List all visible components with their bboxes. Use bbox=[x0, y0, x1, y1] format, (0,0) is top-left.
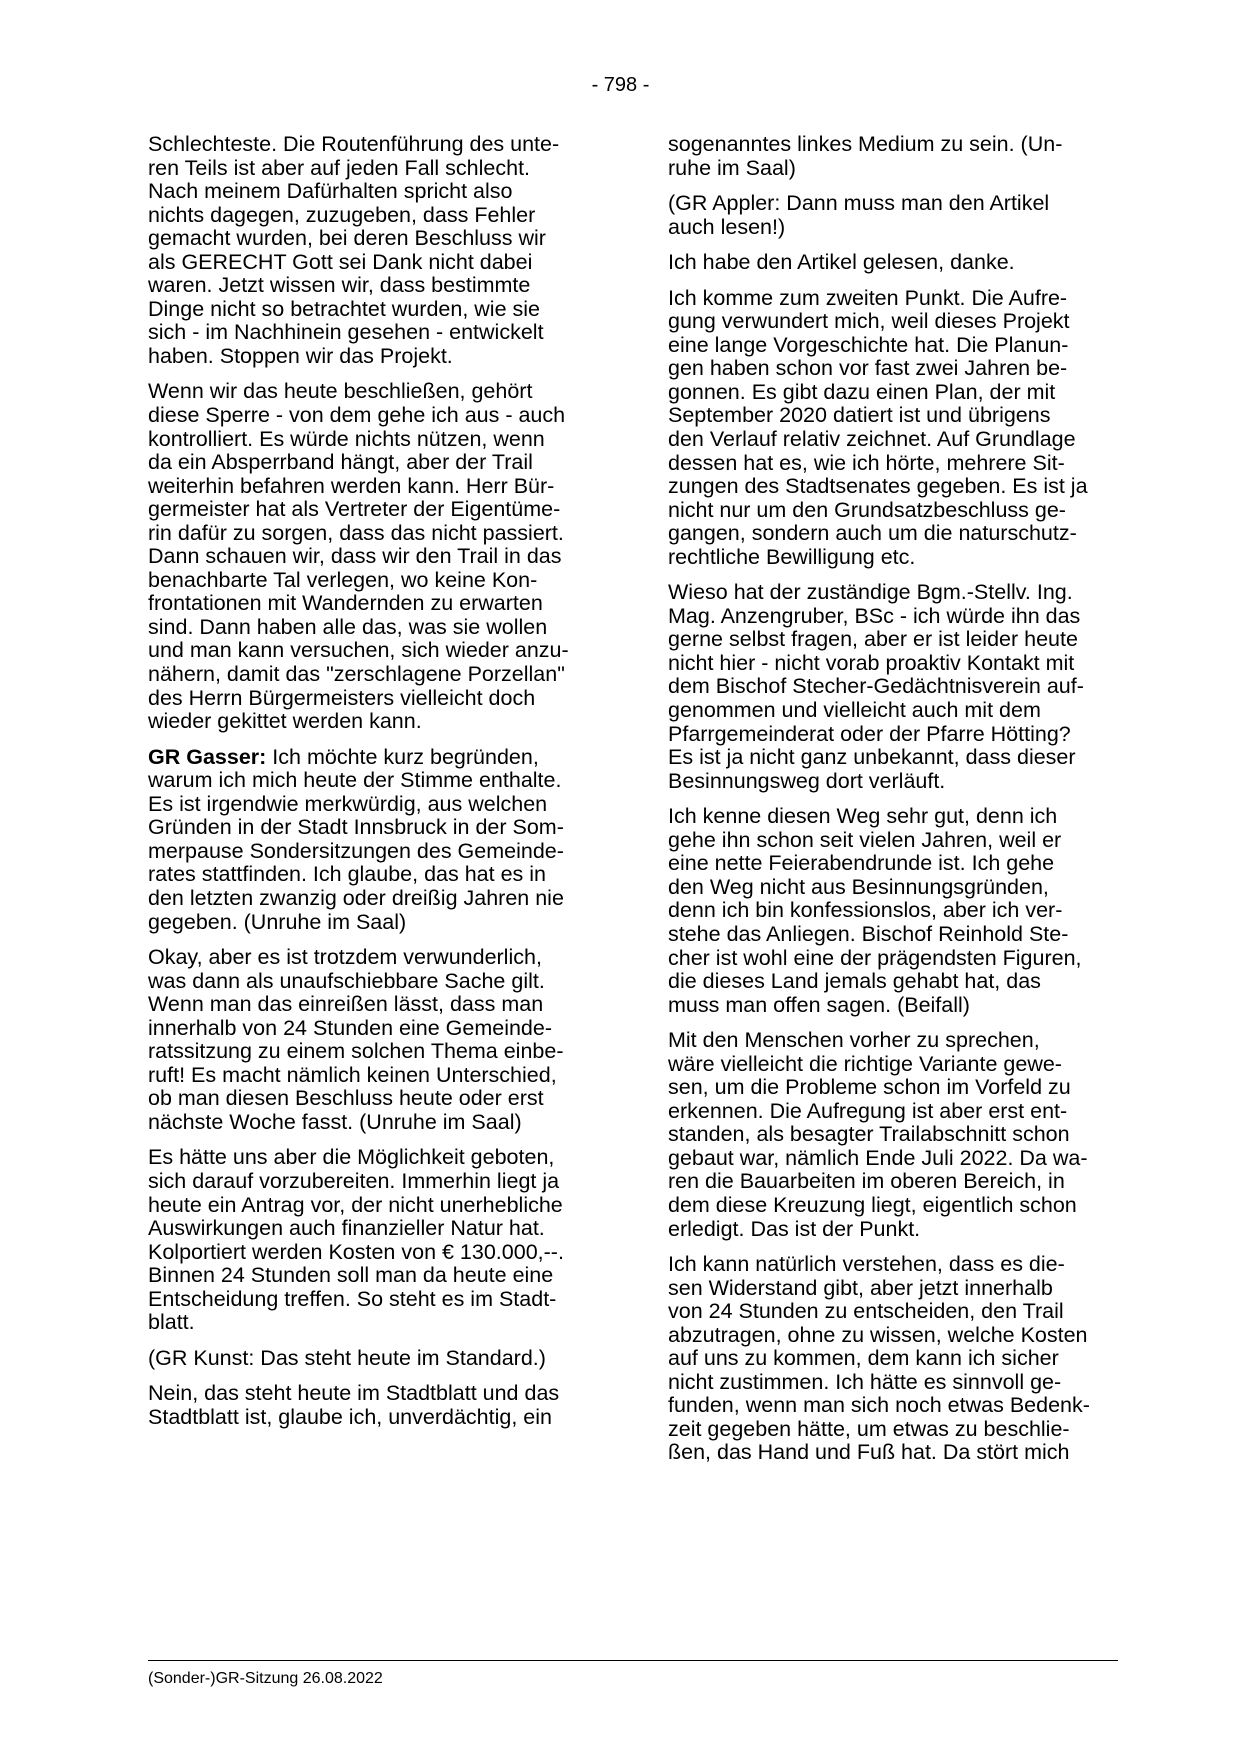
paragraph bbox=[668, 805, 1130, 1017]
text-line: dessen hat es, wie ich hörte, mehrere Sit- bbox=[668, 450, 1065, 475]
text-line: Stadtblatt ist, glaube ich, unverdächtig, ein bbox=[148, 1404, 552, 1429]
text-line: denn ich bin konfessionslos, aber ich ver- bbox=[668, 898, 1063, 923]
text-line: Wenn man das einreißen lässt, dass man bbox=[148, 992, 544, 1017]
text-line: cher ist wohl eine der prägendsten Figuren, bbox=[668, 945, 1082, 970]
text-line: funden, wenn man sich noch etwas Bedenk- bbox=[668, 1393, 1090, 1418]
text-line-content: Ich möchte kurz begründen, bbox=[272, 744, 539, 769]
text-line: abzutragen, ohne zu wissen, welche Kosten bbox=[668, 1322, 1088, 1347]
text-line: da ein Absperrband hängt, aber der Trail bbox=[148, 450, 533, 475]
text-line: (GR Kunst: Das steht heute im Standard.) bbox=[148, 1345, 546, 1370]
text-line: sen Widerstand gibt, aber jetzt innerhalb bbox=[668, 1275, 1053, 1300]
text-line: September 2020 datiert ist und übrigens bbox=[668, 403, 1051, 428]
text-line: wäre vielleicht die richtige Variante gewe- bbox=[668, 1051, 1062, 1076]
text-line: ob man diesen Beschluss heute oder erst bbox=[148, 1086, 544, 1111]
text-line: gehe ihn schon seit vielen Jahren, weil er bbox=[668, 827, 1062, 852]
text-line: Ich kenne diesen Weg sehr gut, denn ich bbox=[668, 804, 1058, 829]
text-line: ren Teils ist aber auf jeden Fall schlecht. bbox=[148, 155, 531, 180]
text-line: zeit gegeben hätte, um etwas zu beschlie- bbox=[668, 1416, 1070, 1441]
text-line: dem diese Kreuzung liegt, eigentlich schon bbox=[668, 1192, 1077, 1217]
text-line: Es hätte uns aber die Möglichkeit geboten, bbox=[148, 1145, 555, 1170]
text-line: Auswirkungen auch finanzieller Natur hat. bbox=[148, 1216, 545, 1241]
text-line: Ich komme zum zweiten Punkt. Die Aufre- bbox=[668, 285, 1068, 310]
text-line: gerne selbst fragen, aber er ist leider heute bbox=[668, 627, 1078, 652]
paragraph bbox=[148, 133, 610, 368]
text-line: nächste Woche fasst. (Unruhe im Saal) bbox=[148, 1109, 522, 1134]
text-line: sind. Dann haben alle das, was sie wollen bbox=[148, 614, 548, 639]
text-line: Wieso hat der zuständige Bgm.-Stellv. Ing. bbox=[668, 580, 1073, 605]
paragraph bbox=[148, 1347, 610, 1371]
text-line: den Weg nicht aus Besinnungsgründen, bbox=[668, 874, 1049, 899]
right-text-column bbox=[668, 133, 1130, 1477]
text-line: Kolportiert werden Kosten von € 130.000,--. bbox=[148, 1239, 564, 1264]
text-line: Besinnungsweg dort verläuft. bbox=[668, 768, 946, 793]
paragraph bbox=[668, 1253, 1130, 1465]
paragraph bbox=[148, 1146, 610, 1334]
text-line: germeister hat als Vertreter der Eigentüme- bbox=[148, 497, 561, 522]
text-line: gebaut war, nämlich Ende Juli 2022. Da wa- bbox=[668, 1145, 1088, 1170]
text-line: die dieses Land jemals gehabt hat, das bbox=[668, 969, 1041, 994]
text-line: nicht hier - nicht vorab proaktiv Kontakt mit bbox=[668, 650, 1075, 675]
text-line: blatt. bbox=[148, 1310, 195, 1335]
text-line: den Verlauf relativ zeichnet. Auf Grundlage bbox=[668, 427, 1076, 452]
text-line: gangen, sondern auch um die naturschutz- bbox=[668, 521, 1077, 546]
text-line: Schlechteste. Die Routenführung des unte- bbox=[148, 132, 560, 156]
speaker-name: GR Gasser: bbox=[148, 744, 267, 769]
text-line: rin dafür zu sorgen, dass das nicht passiert. bbox=[148, 520, 564, 545]
text-line: diese Sperre - von dem gehe ich aus - auch bbox=[148, 403, 566, 428]
text-line: innerhalb von 24 Stunden eine Gemeinde- bbox=[148, 1015, 553, 1040]
text-line: nichts dagegen, zuzugeben, dass Fehler bbox=[148, 202, 536, 227]
text-line: muss man offen sagen. (Beifall) bbox=[668, 992, 970, 1017]
text-line: erledigt. Das ist der Punkt. bbox=[668, 1216, 921, 1241]
text-line: sich - im Nachhinein gesehen - entwickelt bbox=[148, 320, 544, 345]
text-line: Okay, aber es ist trotzdem verwunderlich, bbox=[148, 945, 542, 970]
text-line: Nein, das steht heute im Stadtblatt und das bbox=[148, 1381, 560, 1406]
text-line: auf uns zu kommen, dem kann ich sicher bbox=[668, 1346, 1059, 1371]
text-line: nähern, damit das "zerschlagene Porzellan" bbox=[148, 662, 565, 687]
text-line: gen haben schon vor fast zwei Jahren be- bbox=[668, 356, 1068, 381]
text-line: Es ist ja nicht ganz unbekannt, dass dieser bbox=[668, 745, 1076, 770]
text-line: frontationen mit Wandernden zu erwarten bbox=[148, 591, 543, 616]
paragraph bbox=[148, 946, 610, 1134]
paragraph bbox=[148, 1382, 610, 1429]
text-line: ratssitzung zu einem solchen Thema einbe- bbox=[148, 1039, 564, 1064]
text-line: des Herrn Bürgermeisters vielleicht doch bbox=[148, 685, 536, 710]
text-line: Mag. Anzengruber, BSc - ich würde ihn das bbox=[668, 603, 1081, 628]
text-line: Ich habe den Artikel gelesen, danke. bbox=[668, 250, 1015, 275]
text-line: merpause Sondersitzungen des Gemeinde- bbox=[148, 838, 564, 863]
paragraph bbox=[148, 380, 610, 733]
text-line: Es ist irgendwie merkwürdig, aus welchen bbox=[148, 791, 548, 816]
text-line: gonnen. Es gibt dazu einen Plan, der mit bbox=[668, 379, 1056, 404]
text-line: als GERECHT Gott sei Dank nicht dabei bbox=[148, 249, 533, 274]
text-line: Binnen 24 Stunden soll man da heute eine bbox=[148, 1263, 554, 1288]
text-line: standen, als besagter Trailabschnitt schon bbox=[668, 1122, 1070, 1147]
text-line: erkennen. Die Aufregung ist aber erst ent- bbox=[668, 1098, 1068, 1123]
text-line: ßen, das Hand und Fuß hat. Da stört mich bbox=[668, 1440, 1070, 1465]
text-line: von 24 Stunden zu entscheiden, den Trail bbox=[668, 1299, 1064, 1324]
text-line: warum ich mich heute der Stimme enthalte. bbox=[148, 768, 562, 793]
text-line: nicht nur um den Grundsatzbeschluss ge- bbox=[668, 497, 1066, 522]
paragraph bbox=[668, 133, 1130, 180]
paragraph bbox=[668, 581, 1130, 793]
text-line: eine lange Vorgeschichte hat. Die Planun- bbox=[668, 332, 1069, 357]
paragraph bbox=[668, 251, 1130, 275]
text-line: nicht zustimmen. Ich hätte es sinnvoll ge- bbox=[668, 1369, 1062, 1394]
text-line: Nach meinem Dafürhalten spricht also bbox=[148, 179, 513, 204]
text-line bbox=[148, 746, 610, 770]
text-line: den letzten zwanzig oder dreißig Jahren nie bbox=[148, 885, 564, 910]
page-number: - 798 - bbox=[591, 74, 650, 96]
text-line: Dinge nicht so betrachtet wurden, wie sie bbox=[148, 296, 540, 321]
text-line: Gründen in der Stadt Innsbruck in der Som- bbox=[148, 815, 564, 840]
text-line: rates stattfinden. Ich glaube, das hat es in bbox=[148, 862, 547, 887]
text-line: eine nette Feierabendrunde ist. Ich gehe bbox=[668, 851, 1055, 876]
text-line: zungen des Stadtsenates gegeben. Es ist ja bbox=[668, 474, 1088, 499]
text-line: dem Bischof Stecher-Gedächtnisverein auf- bbox=[668, 674, 1084, 699]
text-line: stehe das Anliegen. Bischof Reinhold Ste- bbox=[668, 921, 1069, 946]
footer-session-label: (Sonder-)GR-Sitzung 26.08.2022 bbox=[148, 1670, 383, 1687]
text-line: was dann als unaufschiebbare Sache gilt. bbox=[148, 968, 545, 993]
text-line: waren. Jetzt wissen wir, dass bestimmte bbox=[148, 273, 531, 298]
text-line: benachbarte Tal verlegen, wo keine Kon- bbox=[148, 567, 538, 592]
text-line: sich darauf vorzubereiten. Immerhin liegt ja bbox=[148, 1168, 560, 1193]
text-line: wieder gekittet werden kann. bbox=[148, 709, 422, 734]
text-line: Pfarrgemeinderat oder der Pfarre Hötting? bbox=[668, 721, 1071, 746]
footer-divider bbox=[148, 1660, 1118, 1661]
text-line: Entscheidung treffen. So steht es im Stadt- bbox=[148, 1286, 557, 1311]
text-line: haben. Stoppen wir das Projekt. bbox=[148, 343, 453, 368]
paragraph bbox=[668, 287, 1130, 570]
text-line: ruhe im Saal) bbox=[668, 155, 796, 180]
paragraph bbox=[148, 746, 610, 934]
text-line: heute ein Antrag vor, der nicht unerhebliche bbox=[148, 1192, 563, 1217]
text-line: rechtliche Bewilligung etc. bbox=[668, 544, 916, 569]
paragraph bbox=[668, 192, 1130, 239]
text-line: Wenn wir das heute beschließen, gehört bbox=[148, 379, 533, 404]
text-line: kontrolliert. Es würde nichts nützen, wenn bbox=[148, 426, 545, 451]
text-line: sogenanntes linkes Medium zu sein. (Un- bbox=[668, 132, 1063, 156]
text-line: ruft! Es macht nämlich keinen Unterschied, bbox=[148, 1062, 557, 1087]
text-line: auch lesen!) bbox=[668, 214, 786, 239]
text-line: gemacht wurden, bei deren Beschluss wir bbox=[148, 226, 546, 251]
text-line: ren die Bauarbeiten im oberen Bereich, in bbox=[668, 1169, 1065, 1194]
text-line: Dann schauen wir, dass wir den Trail in das bbox=[148, 544, 562, 569]
text-line: sen, um die Probleme schon im Vorfeld zu bbox=[668, 1075, 1071, 1100]
text-line: (GR Appler: Dann muss man den Artikel bbox=[668, 191, 1050, 216]
text-line: Mit den Menschen vorher zu sprechen, bbox=[668, 1028, 1040, 1053]
text-line: und man kann versuchen, sich wieder anzu- bbox=[148, 638, 569, 663]
text-line: gung verwundert mich, weil dieses Projekt bbox=[668, 309, 1070, 334]
text-line: Ich kann natürlich verstehen, dass es die- bbox=[668, 1252, 1065, 1277]
text-line: gegeben. (Unruhe im Saal) bbox=[148, 909, 407, 934]
text-line: weiterhin befahren werden kann. Herr Bür- bbox=[148, 473, 555, 498]
paragraph bbox=[668, 1029, 1130, 1241]
left-text-column bbox=[148, 133, 610, 1441]
text-line: genommen und vielleicht auch mit dem bbox=[668, 698, 1041, 723]
